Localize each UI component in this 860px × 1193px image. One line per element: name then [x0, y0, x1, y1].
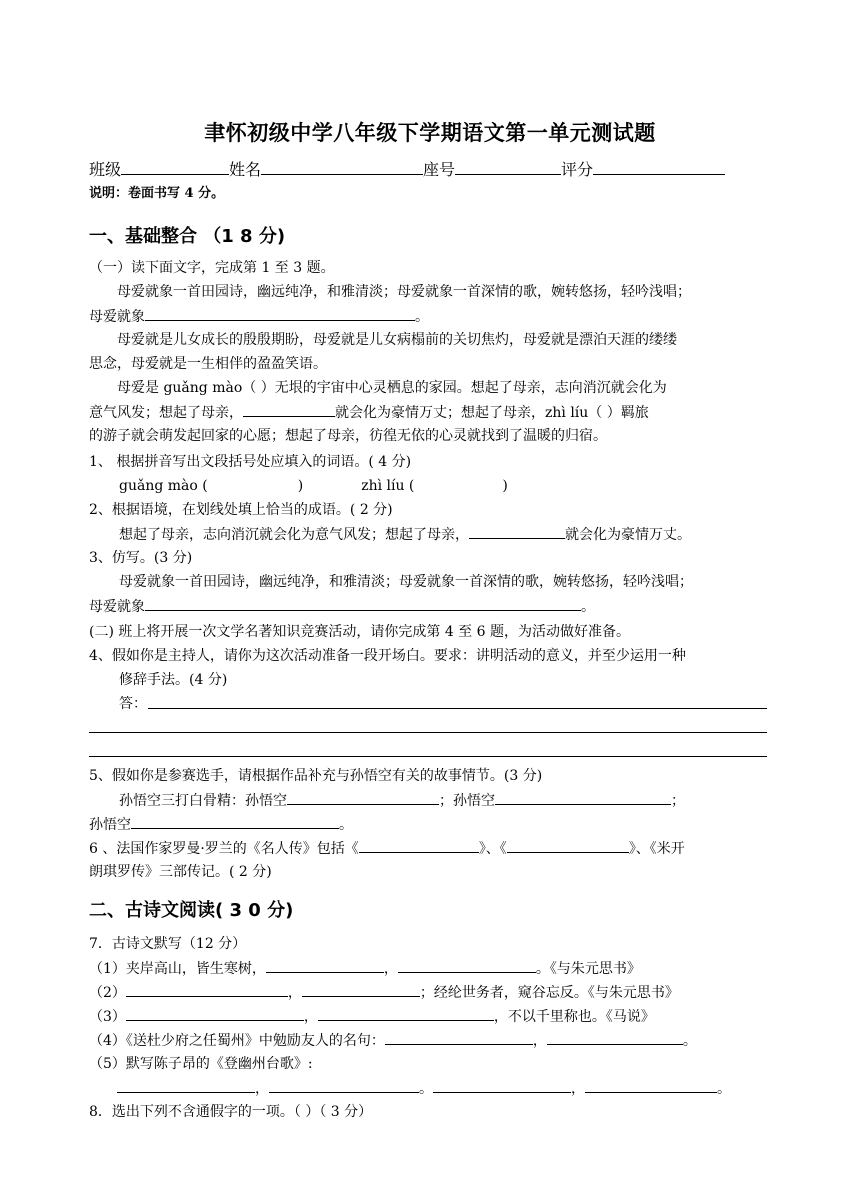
q4-answer-line-1[interactable] [148, 708, 767, 709]
question-5: 5、假如你是参赛选手，请根据作品补充与孙悟空有关的故事情节。(3 分) [89, 768, 543, 784]
class-field[interactable] [121, 160, 229, 175]
question-4-line2: 修辞手法。(4 分) [119, 672, 228, 688]
q2-text: 想起了母亲，志向消沉就会化为意气风发；想起了母亲， 就会化为豪情万丈。 [119, 524, 691, 545]
seat-label: 座号 [423, 160, 456, 179]
question-2: 2、根据语境，在划线处填上恰当的成语。( 2 分) [89, 502, 393, 518]
passage-p3-line3: 的游子就会萌发起回家的心愿；想起了母亲，彷徨无依的心灵就找到了温暖的归宿。 [89, 428, 607, 444]
q4-answer-line-2[interactable] [89, 732, 767, 733]
q4-answer-label: 答： [119, 696, 147, 712]
q7-1-answer-2[interactable] [398, 958, 536, 973]
section-2-heading: 二、古诗文阅读( 3 0 分) [89, 900, 294, 921]
passage-p2-line2: 思念，母爱就是一生相伴的盈盈笑语。 [89, 356, 327, 372]
q1-pinyin-answers: guǎng mào ( ) zhì líu ( ) [119, 478, 508, 494]
q7-5-answer-2[interactable] [269, 1078, 419, 1093]
q7-2-answer-1[interactable] [126, 982, 288, 997]
question-8: 8．选出下列不含通假字的一项。（ ）（ 3 分） [89, 1104, 373, 1120]
question-4-line1: 4、假如你是主持人，请你为这次活动准备一段开场白。要求：讲明活动的意义，并至少运用一种 [89, 648, 686, 664]
q3-line2: 母爱就象 。 [89, 596, 595, 617]
name-field[interactable] [261, 160, 423, 175]
q5-answer-3[interactable] [131, 814, 339, 829]
q7-item-5: （5）默写陈子昂的《登幽州台歌》: [89, 1056, 313, 1072]
question-3: 3、仿写。(3 分) [89, 550, 193, 566]
class-label: 班级 [89, 160, 122, 179]
passage-p1-line2: 母爱就象 。 [89, 306, 429, 327]
q3-answer[interactable] [145, 596, 581, 611]
section-1-heading: 一、基础整合 （1 8 分) [89, 226, 286, 247]
note: 说明：卷面书写 4 分。 [89, 186, 225, 201]
q7-2-answer-2[interactable] [302, 982, 420, 997]
q7-3-answer-2[interactable] [318, 1006, 494, 1021]
passage-blank-1[interactable] [145, 306, 415, 321]
header-fields [89, 160, 725, 180]
q7-1-answer-1[interactable] [266, 958, 384, 973]
passage-p3-line2: 意气风发；想起了母亲， 就会化为豪情万丈；想起了母亲，zhì líu（ ）羁旅 [89, 402, 649, 423]
name-label: 姓名 [229, 160, 262, 179]
q7-5-answers: ， 。 ， 。 [117, 1078, 731, 1099]
q7-item-2: （2） ， ；经纶世务者，窥谷忘反。《与朱元思书》 [89, 982, 679, 1003]
q7-item-3: （3） ， ，不以千里称也。《马说》 [89, 1006, 655, 1027]
q7-5-answer-4[interactable] [585, 1078, 717, 1093]
passage-p2-line1: 母爱就是儿女成长的殷殷期盼，母爱就是儿女病榻前的关切焦灼，母爱就是漂泊天涯的缕缕 [117, 332, 677, 348]
q7-5-answer-3[interactable] [433, 1078, 571, 1093]
q5-answer-2[interactable] [495, 790, 671, 805]
q5-line2: 孙悟空 。 [89, 814, 353, 835]
score-field[interactable] [593, 160, 725, 175]
q5-line1: 孙悟空三打白骨精：孙悟空 ；孙悟空 ； [119, 790, 685, 811]
page-title: 聿怀初级中学八年级下学期语文第一单元测试题 [204, 121, 656, 145]
passage-blank-2[interactable] [243, 402, 335, 417]
question-1: 1、 根据拼音写出文段括号处应填入的词语。( 4 分) [89, 454, 412, 470]
q3-line1: 母爱就象一首田园诗，幽远纯净，和雅清淡；母爱就象一首深情的歌，婉转悠扬，轻吟浅唱； [119, 574, 693, 590]
passage-p3-line1: 母爱是 guǎng mào（ ）无垠的宇宙中心灵栖息的家园。想起了母亲，志向消沉就会化为 [117, 380, 667, 396]
q7-item-1: （1）夹岸高山，皆生寒树， ， 。《与朱元思书》 [89, 958, 641, 979]
q7-5-answer-1[interactable] [117, 1078, 255, 1093]
question-7: 7．古诗文默写（12 分） [89, 936, 247, 952]
question-6-line2: 朗琪罗传》三部传记。( 2 分) [89, 864, 272, 880]
part1-intro: （一）读下面文字，完成第 1 至 3 题。 [89, 260, 335, 276]
q7-4-answer-2[interactable] [547, 1030, 683, 1045]
seat-field[interactable] [455, 160, 561, 175]
question-6-line1: 6 、法国作家罗曼·罗兰的《名人传》包括《 》、《 》、《米开 [89, 838, 685, 859]
q6-answer-2[interactable] [507, 838, 629, 853]
score-label: 评分 [561, 160, 594, 179]
q2-answer[interactable] [469, 524, 565, 539]
passage-p1-line1: 母爱就象一首田园诗，幽远纯净，和雅清淡；母爱就象一首深情的歌，婉转悠扬，轻吟浅唱； [117, 284, 691, 300]
part2-intro: (二) 班上将开展一次文学名著知识竞赛活动，请你完成第 4 至 6 题，为活动做好准备。 [89, 624, 630, 640]
q7-3-answer-1[interactable] [126, 1006, 304, 1021]
q7-4-answer-1[interactable] [385, 1030, 533, 1045]
q4-answer-line-3[interactable] [89, 756, 767, 757]
q6-answer-1[interactable] [359, 838, 479, 853]
q7-item-4: （4）《送杜少府之任蜀州》中勉励友人的名句： ， 。 [89, 1030, 697, 1051]
q5-answer-1[interactable] [287, 790, 439, 805]
